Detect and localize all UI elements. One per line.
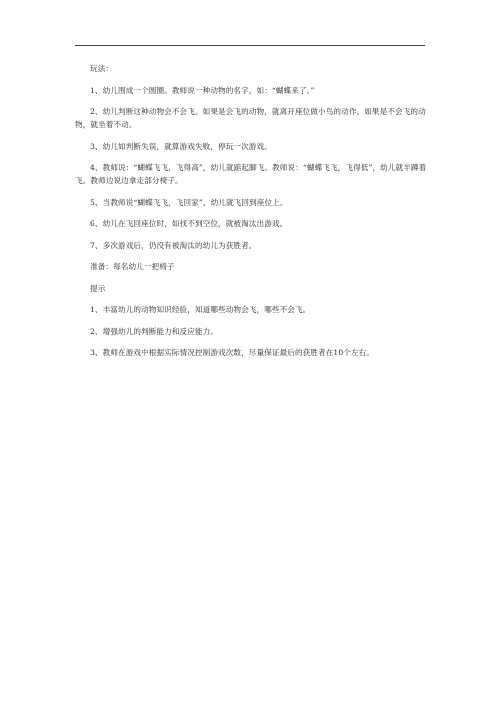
tip-paragraph-3: 3、教师在游戏中根据实际情况控制游戏次数，尽量保证最后的获胜者在10个左右。 xyxy=(90,348,375,357)
preparation-paragraph: 准备：每名幼儿一把椅子 xyxy=(90,262,175,271)
tip-paragraph-1: 1、丰富幼儿的动物知识经验，知道哪些动物会飞，哪些不会飞。 xyxy=(90,305,311,314)
section-heading-tips: 提示 xyxy=(90,283,106,293)
rule-paragraph-1: 1、幼儿围成一个圆圈。教师说一种动物的名字，如：“蝴蝶来了。” xyxy=(90,85,315,95)
rule-paragraph-4: 4、教师说：“蝴蝶飞飞，飞得高”，幼儿就踮起脚飞。教师说：“蝴蝶飞飞，飞得低”，幼儿就半蹲着飞。教师边说边拿走部分椅子。 xyxy=(75,163,427,185)
section-heading-rules: 玩法： xyxy=(90,64,114,73)
rule-paragraph-2: 2、幼儿判断这种动物会不会飞。如果是会飞的动物，就离开座位做小鸟的动作。如果是不会飞的动物，就坐着不动。 xyxy=(75,107,426,129)
rule-paragraph-7: 7、多次游戏后，仍没有被淘汰的幼儿为获胜者。 xyxy=(90,240,257,250)
document-body xyxy=(75,62,427,368)
tip-paragraph-2: 2、增强幼儿的判断能力和反应能力。 xyxy=(90,326,219,336)
rule-paragraph-6: 6、幼儿在飞回座位时，如找不到空位，就被淘汰出游戏。 xyxy=(90,219,288,228)
rule-paragraph-5: 5、当教师说“蝴蝶飞飞，飞回家”，幼儿就飞回到座位上。 xyxy=(90,197,288,207)
rule-paragraph-3: 3、幼儿如判断失误，就算游戏失败，停玩一次游戏。 xyxy=(90,141,272,151)
header-rule xyxy=(75,45,425,46)
